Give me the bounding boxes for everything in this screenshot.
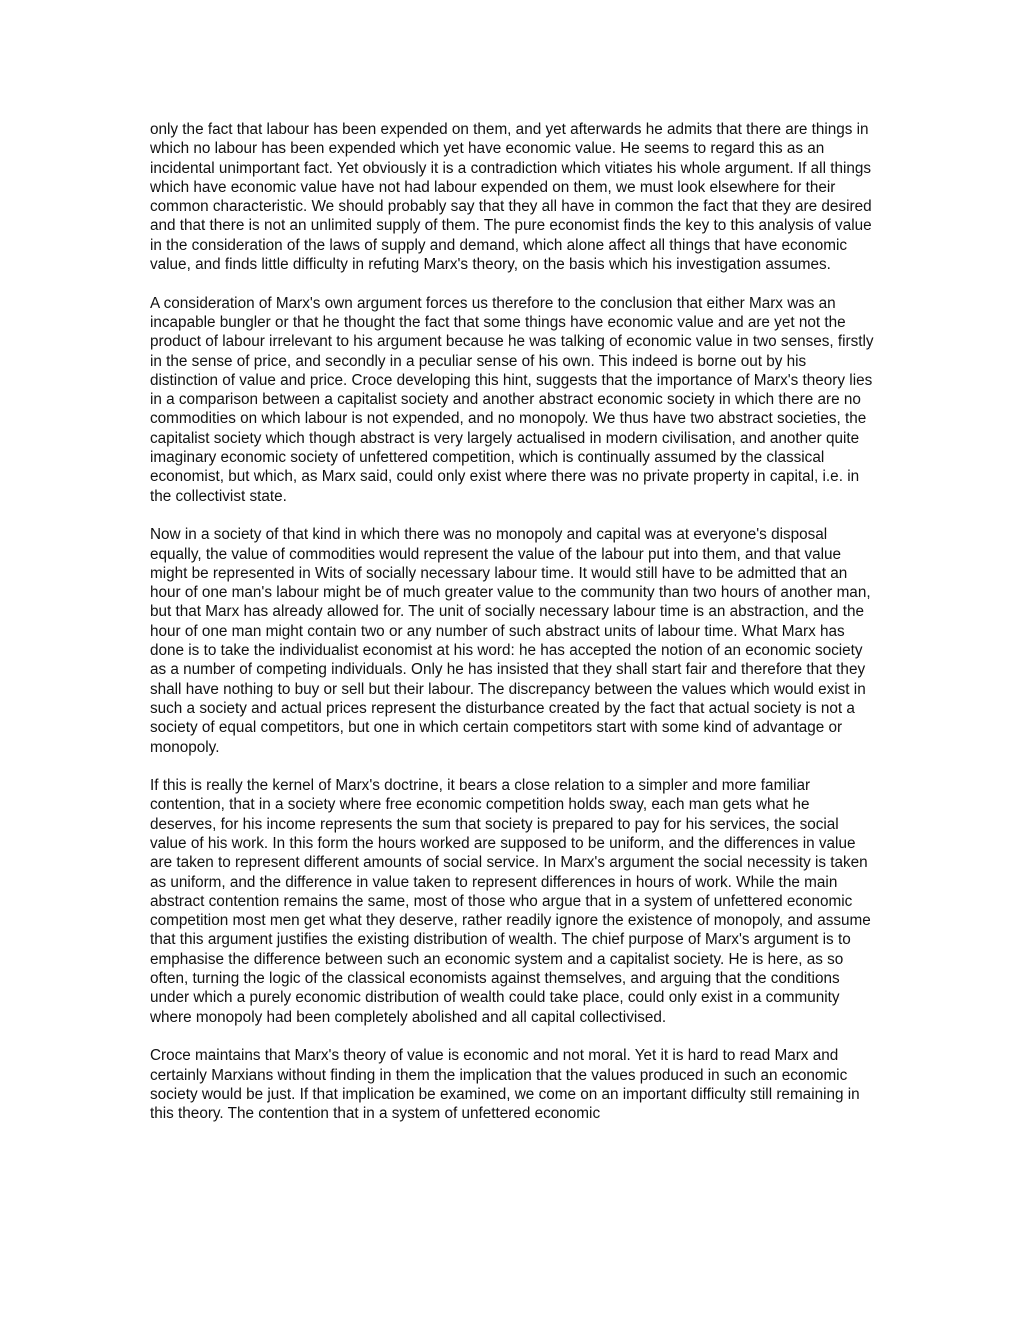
- document-page: [150, 120, 875, 1143]
- paragraph: only the fact that labour has been expended on them, and yet afterwards he admits that there are things in which no labour has been expended which yet have economic value. He seems to regard this as an incidental unimportant fact. Yet obviously it is a contradiction which vitiates his whole argument. If all things which have economic value have not had labour expended on them, we must look elsewhere for their common characteristic. We should probably say that they all have in common the fact that they are desired and that there is not an unlimited supply of them. The pure economist finds the key to this analysis of value in the consideration of the laws of supply and demand, which alone affect all things that have economic value, and finds little difficulty in refuting Marx's theory, on the basis which his investigation assumes.: [150, 121, 872, 274]
- paragraph: A consideration of Marx's own argument forces us therefore to the conclusion that either Marx was an incapable bungler or that he thought the fact that some things have economic value and are yet not the product of labour irrelevant to his argument because he was talking of economic value in two senses, firstly in the sense of price, and secondly in a peculiar sense of his own. This indeed is borne out by his distinction of value and price. Croce developing this hint, suggests that the importance of Marx's theory lies in a comparison between a capitalist society and another abstract economic society in which there are no commodities on which labour is not expended, and no monopoly. We thus have two abstract societies, the capitalist society which though abstract is very largely actualised in modern civilisation, and another quite imaginary economic society of unfettered competition, which is continually assumed by the classical economist, but which, as Marx said, could only exist where there was no private property in capital, i.e. in the collectivist state.: [150, 294, 874, 505]
- paragraph: Now in a society of that kind in which there was no monopoly and capital was at everyone's disposal equally, the value of commodities would represent the value of the labour put into them, and that value might be represented in Wits of socially necessary labour time. It would still have to be admitted that an hour of one man's labour might be of much greater value to the community than two hours of another man, but that Marx has already allowed for. The unit of socially necessary labour time is an abstraction, and the hour of one man might contain two or any number of such abstract units of labour time. What Marx has done is to take the individualist economist at his word: he has accepted the notion of an economic society as a number of competing individuals. Only he has insisted that they shall start fair and therefore that they shall have nothing to buy or sell but their labour. The discrepancy between the values which would exist in such a society and actual prices represent the disturbance created by the fact that actual society is not a society of equal competitors, but one in which certain competitors start with some kind of advantage or monopoly.: [150, 526, 871, 756]
- paragraph: Croce maintains that Marx's theory of value is economic and not moral. Yet it is hard to read Marx and certainly Marxians without finding in them the implication that the values produced in such an economic society would be just. If that implication be examined, we come on an important difficulty still remaining in this theory. The contention that in a system of unfettered economic: [150, 1047, 860, 1123]
- paragraph: If this is really the kernel of Marx's doctrine, it bears a close relation to a simpler and more familiar contention, that in a society where free economic competition holds sway, each man gets what he deserves, for his income represents the sum that society is prepared to pay for his services, the social value of his work. In this form the hours worked are supposed to be uniform, and the differences in value are taken to represent different amounts of social service. In Marx's argument the social necessity is taken as uniform, and the difference in value taken to represent differences in hours of work. While the main abstract contention remains the same, most of those who argue that in a system of unfettered economic competition most men get what they deserve, rather readily ignore the existence of monopoly, and assume that this argument justifies the existing distribution of wealth. The chief purpose of Marx's argument is to emphasise the difference between such an economic system and a capitalist society. He is here, as so often, turning the logic of the classical economists against themselves, and arguing that the conditions under which a purely economic distribution of wealth could take place, could only exist in a community where monopoly had been completely abolished and all capital collectivised.: [150, 777, 871, 1026]
